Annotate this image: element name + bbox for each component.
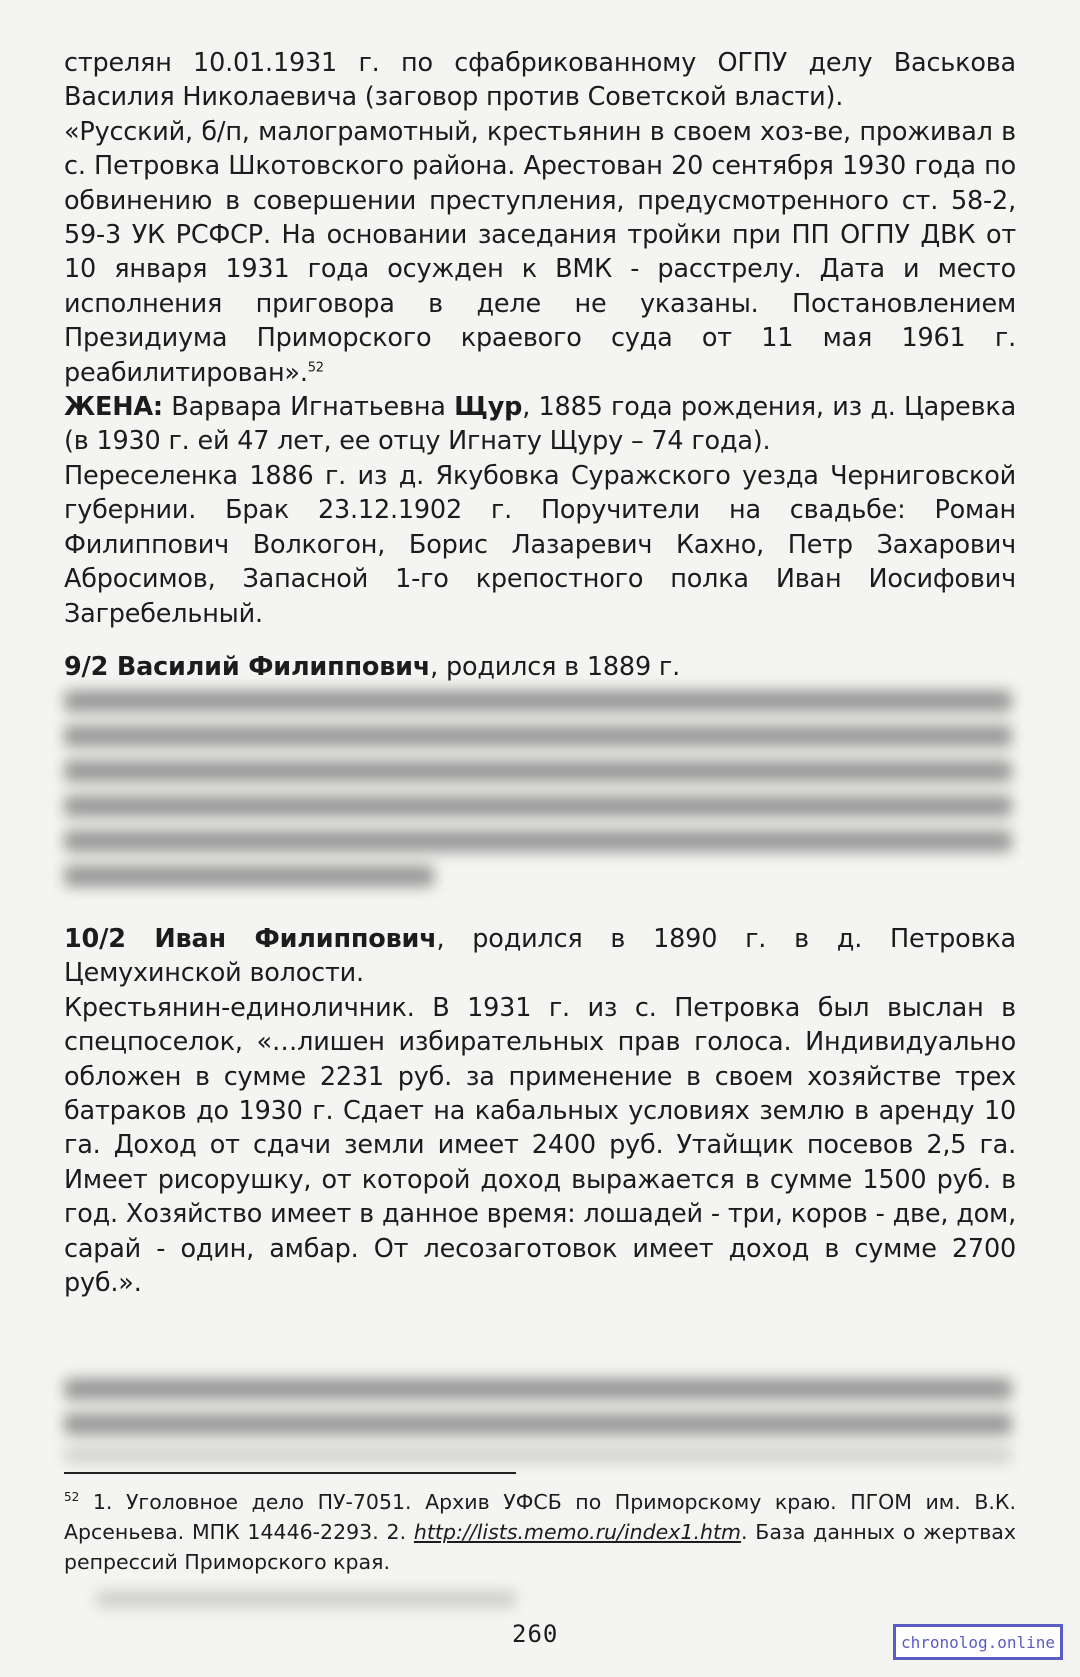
footnote-divider — [64, 1472, 516, 1474]
page-number: 260 — [512, 1620, 559, 1648]
heading-vasily-name: 9/2 Василий Филиппович — [64, 652, 431, 682]
footnote-link[interactable]: http://lists.memo.ru/index1.htm — [413, 1520, 741, 1544]
redacted-line — [64, 690, 1012, 712]
redacted-line — [64, 725, 1012, 747]
redacted-line — [64, 1413, 1012, 1435]
paragraph-ivan-details: Крестьянин-единоличник. В 1931 г. из с. Петровка был выслан в спецпоселок, «…лишен избирательных прав голоса. Индивидуально обложен в сумме 2231 руб. за применение в своем хозяйстве трех батраков до 1930 г. Сдает на кабальных условиях землю в аренду 10 га. Доход от сдачи земли имеет 2400 руб. Утайщик посевов 2,5 га. Имеет рисорушку, от которой доход выражается в сумме 1500 руб. в год. Хозяйство имеет в данное время: лошадей - три, коров - две, дом, сарай - один, амбар. От лесозаготовок имеет доход в сумме 2700 руб.». — [64, 992, 1016, 1299]
footnote: $^{52}$ 1. Уголовное дело ПУ-7051. Архив УФСБ по Приморскому краю. ПГОМ им. В.К. Арсеньева. МПК 14446-2293. 2. http://lists.memo.ru/index1.htm. База данных о жертвах репрессий Приморского края. — [64, 1490, 1016, 1574]
paragraph-wife-details: Переселенка 1886 г. из д. Якубовка Суражского уезда Черниговской губернии. Брак 23.12.1902 г. Поручители на свадьбе: Роман Филиппович Волкогон, Борис Лазаревич Кахно, Петр Захарович Абросимов, Запасной 1-го крепостного полка Иван Иосифович Загребельный. — [64, 460, 1016, 629]
redacted-line — [64, 1446, 1012, 1464]
paragraph-wife: ЖЕНА: Варвара Игнатьевна Щур, 1885 года рождения, из д. Царевка (в 1930 г. ей 47 лет, ее отцу Игнату Щуру – 74 года). — [64, 392, 1017, 457]
heading-vasily: 9/2 Василий Филиппович, родился в 1889 г. — [64, 652, 680, 682]
paragraph-execution: стрелян 10.01.1931 г. по сфабрикованному ОГПУ делу Васькова Василия Николаевича (заговор против Советской власти). — [64, 48, 1016, 113]
heading-ivan: 10/2 Иван Филиппович, родился в 1890 г. в д. Петровка Цемухинской волости. — [64, 924, 1016, 989]
redacted-line — [96, 1590, 516, 1608]
watermark-badge: chronolog.online — [893, 1624, 1063, 1660]
redacted-line — [64, 1378, 1012, 1400]
main-text-top — [64, 46, 1016, 631]
redacted-line — [64, 865, 434, 887]
footnote-marker: 52 — [64, 1490, 80, 1505]
redacted-line — [64, 760, 1012, 782]
wife-label: ЖЕНА: — [64, 392, 163, 423]
redacted-line — [64, 795, 1012, 817]
redacted-line — [64, 830, 1012, 852]
footnote-ref: 52 — [307, 360, 324, 376]
paragraph-case-quote: «Русский, б/п, малограмотный, крестьянин в своем хоз-ве, проживал в с. Петровка Шкотовского района. Арестован 20 сентября 1930 года по обвинению в совершении преступления, предусмотренного ст. 58-2, 59-3 УК РСФСР. На основании заседания тройки при ПП ОГПУ ДВК от 10 января 1931 года осужден к ВМК - расстрелу. Дата и место исполнения приговора в деле не указаны. Постановлением Президиума Приморского краевого суда от 11 мая 1961 г. реабилитирован».$^{52}$ — [64, 116, 1016, 388]
wife-surname: Щур — [454, 392, 523, 423]
main-text-bottom — [64, 922, 1016, 1300]
heading-ivan-name: 10/2 Иван Филиппович — [64, 924, 437, 954]
